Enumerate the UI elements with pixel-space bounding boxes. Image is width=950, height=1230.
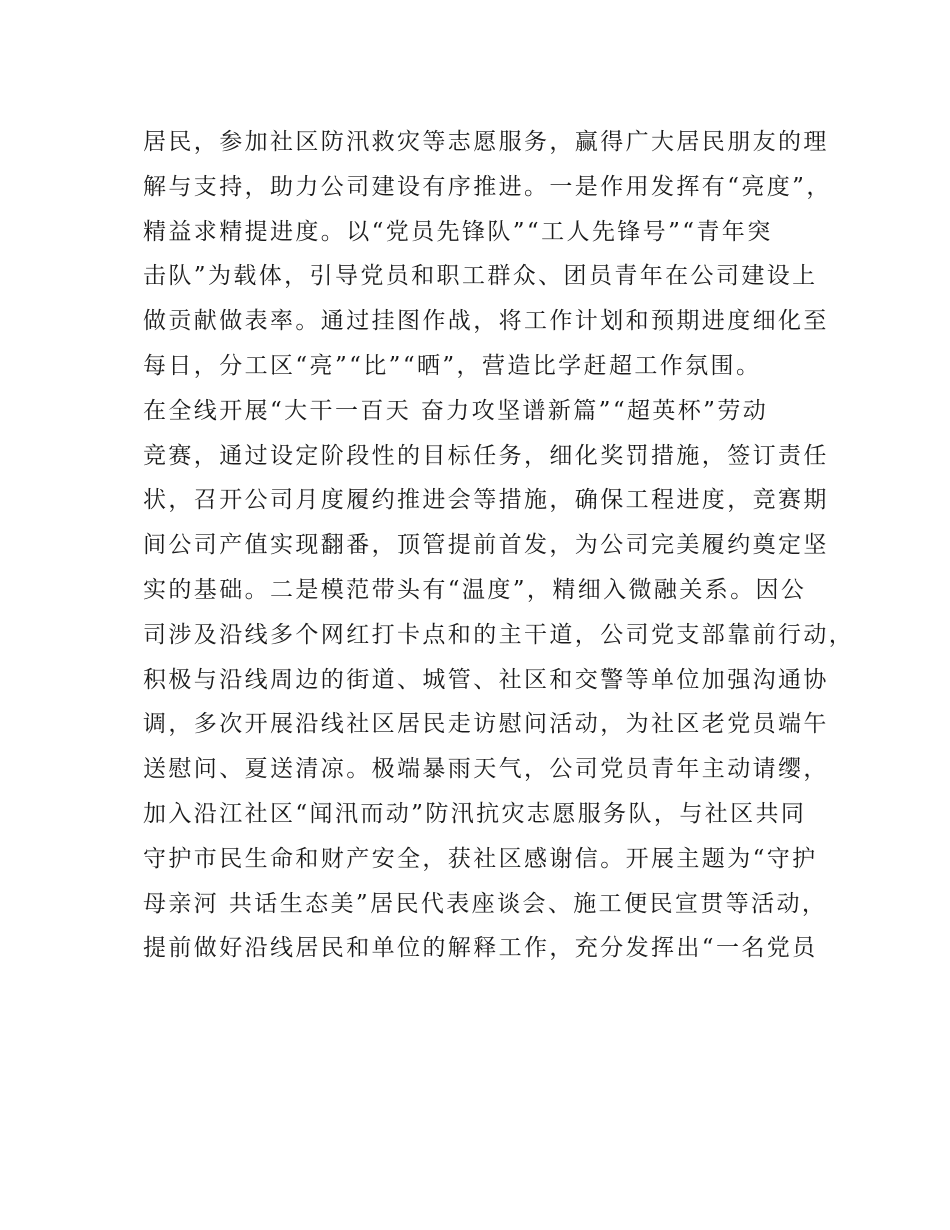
text-line: 实的基础。二是模范带头有“温度”，精细入微融关系。因公 xyxy=(143,576,807,603)
text-line: 积极与沿线周边的街道、城管、社区和交警等单位加强沟通协 xyxy=(143,666,829,693)
text-line: 送慰问、夏送清凉。极端暴雨天气，公司党员青年主动请缨， xyxy=(143,756,829,783)
text-line: 调，多次开展沿线社区居民走访慰问活动，为社区老党员端午 xyxy=(143,711,829,738)
body-paragraph xyxy=(143,120,855,971)
text-line: 居民，参加社区防汛救灾等志愿服务，赢得广大居民朋友的理 xyxy=(143,129,829,155)
text-line: 提前做好沿线居民和单位的解释工作，充分发挥出“一名党员 xyxy=(143,935,818,962)
text-line: 司涉及沿线多个网红打卡点和的主干道，公司党支部靠前行动， xyxy=(143,621,855,648)
text-line: 做贡献做表率。通过挂图作战，将工作计划和预期进度细化至 xyxy=(143,308,829,335)
text-line: 加入沿江社区“闻汛而动”防汛抗灾志愿服务队，与社区共同 xyxy=(143,800,807,827)
text-line: 守护市民生命和财产安全，获社区感谢信。开展主题为“守护 xyxy=(143,845,818,872)
text-line: 母亲河 共话生态美”居民代表座谈会、施工便民宣贯等活动， xyxy=(143,890,828,917)
text-line: 间公司产值实现翻番，顶管提前首发，为公司完美履约奠定坚 xyxy=(143,532,829,559)
text-line: 在全线开展“大干一百天 奋力攻坚谱新篇”“超英杯”劳动 xyxy=(143,397,769,424)
text-line: 精益求精提进度。以“党员先锋队”“工人先锋号”“青年突 xyxy=(143,218,773,245)
text-line: 击队”为载体，引导党员和职工群众、团员青年在公司建设上 xyxy=(143,263,818,290)
text-line: 状，召开公司月度履约推进会等措施，确保工程进度，竞赛期 xyxy=(143,487,829,514)
text-line: 解与支持，助力公司建设有序推进。一是作用发挥有“亮度”， xyxy=(143,173,832,200)
text-line: 竞赛，通过设定阶段性的目标任务，细化奖罚措施，签订责任 xyxy=(143,442,829,469)
text-line: 每日，分工区“亮”“比”“晒”，营造比学赶超工作氛围。 xyxy=(143,352,762,379)
